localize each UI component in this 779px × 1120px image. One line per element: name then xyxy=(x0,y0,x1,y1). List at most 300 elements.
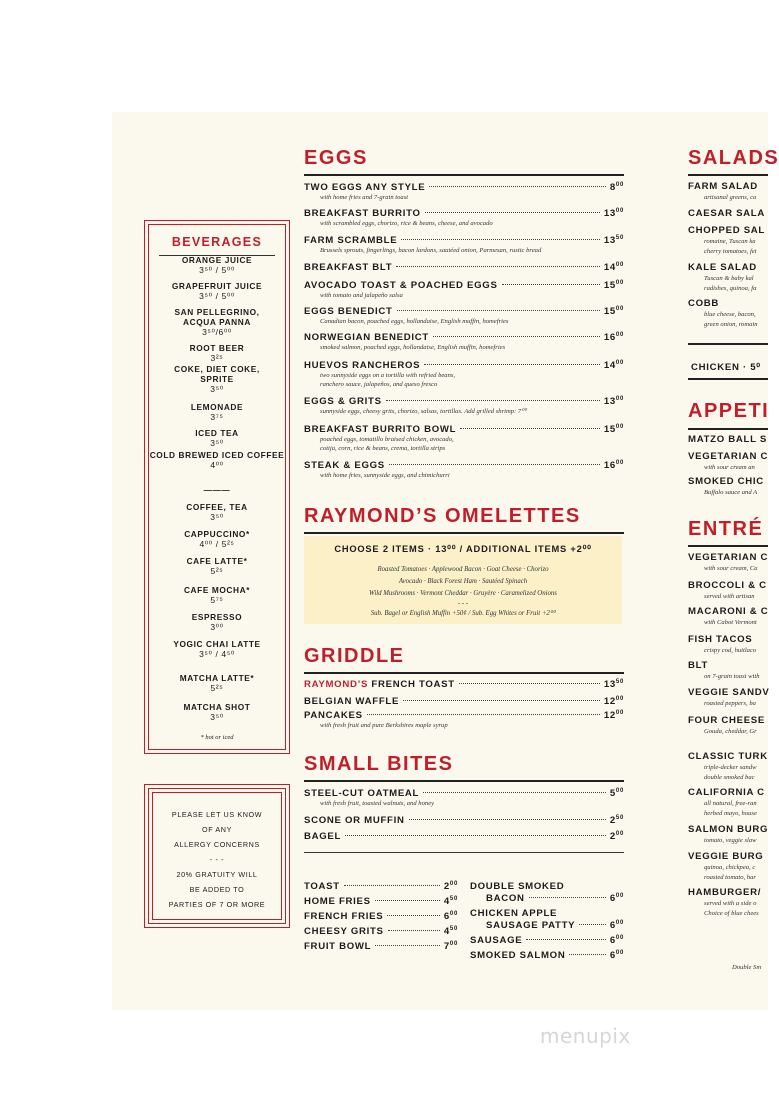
side-price xyxy=(610,893,624,904)
menu-item-title: EGGS BENEDICT xyxy=(304,306,393,318)
menu-item-title: FARM SCRAMBLE xyxy=(304,235,398,247)
right-item-name: CHOPPED SAL xyxy=(688,225,765,236)
menu-item-row xyxy=(304,280,624,291)
menu-item-title: NORWEGIAN BENEDICT xyxy=(304,332,429,344)
side-name: CHEESY GRITS xyxy=(304,926,384,938)
beverage-item xyxy=(145,612,289,632)
menu-item xyxy=(304,332,624,352)
menu-item-description: Brussels sprouts, fingerlings, bacon lardons, sautéed onion, Parmesan, rustic bread xyxy=(320,247,542,255)
side-price xyxy=(444,926,458,937)
menu-item xyxy=(304,815,624,826)
leader-dots xyxy=(389,464,600,465)
price-cents: 50 xyxy=(615,235,624,241)
menu-item-name xyxy=(304,679,455,690)
right-item-name: COBB xyxy=(688,298,720,309)
price-dollars: 12 xyxy=(603,710,616,722)
price-dollars: 2 xyxy=(609,831,616,843)
menu-item-description: poached eggs, tomatillo braised chicken, avocado, xyxy=(320,436,454,444)
leader-dots xyxy=(529,897,606,898)
leader-dots xyxy=(375,945,440,946)
price-dollars: 2 xyxy=(443,881,450,893)
price-dollars: 6 xyxy=(609,920,616,932)
price-dollars: 13 xyxy=(603,679,616,691)
right-item-description: radishes, quinoa, fa xyxy=(704,285,757,292)
menu-item-description: with home fries and 7-grain toast xyxy=(320,194,409,202)
right-item-name: FISH TACOS xyxy=(688,634,753,645)
menu-item xyxy=(304,182,624,202)
price-cents: 50 xyxy=(615,679,624,685)
leader-dots xyxy=(459,683,600,684)
right-item-description: roasted tomato, har xyxy=(704,874,756,881)
beverage-price: 4⁰⁰ / 5²⁵ xyxy=(199,539,235,549)
price-cents: 00 xyxy=(615,182,624,188)
menu-item xyxy=(304,360,624,389)
beverage-name: YOGIC CHAI LATTE xyxy=(173,639,261,649)
right-item-description: Tuscan & baby kal xyxy=(704,275,754,282)
menu-item-name xyxy=(304,306,393,317)
leader-dots xyxy=(526,939,606,940)
price-cents: 00 xyxy=(615,424,624,430)
price-cents: 00 xyxy=(615,360,624,366)
leader-dots xyxy=(375,900,440,901)
beverage-price: 3⁵⁰/6⁰⁰ xyxy=(202,327,232,337)
right-item-name: KALE SALAD xyxy=(688,262,757,273)
menu-item-title: STEAK & EGGS xyxy=(304,460,385,472)
beverage-name: CAFE MOCHA* xyxy=(183,585,251,595)
price-cents: 00 xyxy=(615,280,624,286)
price-dollars: 15 xyxy=(603,280,616,292)
right-item-description: on 7-grain toast with xyxy=(704,673,760,680)
right-item-description: Buffalo sauce and A xyxy=(704,489,758,496)
right-item-description: all natural, free-ran xyxy=(704,800,757,807)
beverage-name: GRAPEFRUIT JUICE xyxy=(171,281,263,291)
right-item-description: roasted peppers, ba xyxy=(704,700,756,707)
right-item-description: served with artisan xyxy=(704,593,755,600)
side-price xyxy=(444,911,458,922)
beverage-item xyxy=(145,556,289,576)
menu-item-description: with home fries, sunnyside eggs, and chimichurri xyxy=(320,472,450,480)
price-dollars: 5 xyxy=(609,788,616,800)
price-dollars: 8 xyxy=(609,182,616,194)
menu-item-description: smoked salmon, poached eggs, hollandaise, English muffin, homefries xyxy=(320,344,506,352)
leader-dots xyxy=(403,700,600,701)
menu-item-name xyxy=(304,710,363,721)
beverage-item xyxy=(145,255,289,275)
price-cents: 50 xyxy=(449,926,458,932)
right-item-name: VEGETARIAN C xyxy=(688,451,769,462)
menu-item-description: with fresh fruit and pure Berkshires maple syrup xyxy=(320,722,448,730)
beverage-name: ESPRESSO xyxy=(191,612,243,622)
beverage-item xyxy=(145,585,289,605)
griddle-title: GRIDDLE xyxy=(304,645,405,667)
price-dollars: 16 xyxy=(603,332,616,344)
leader-dots xyxy=(397,310,600,311)
menu-item-name xyxy=(304,460,385,471)
menu-item-row xyxy=(304,332,624,343)
menu-item-row xyxy=(304,262,624,273)
price-dollars: 4 xyxy=(443,926,450,938)
menu-item-name xyxy=(304,696,399,707)
side-item-name: CHICKEN APPLE xyxy=(470,908,558,919)
menu-item-price xyxy=(604,235,624,246)
right-item-description: romaine, Tuscan ka xyxy=(704,238,756,245)
right-item-description: cherry tomatoes, fet xyxy=(704,248,757,255)
leader-dots xyxy=(367,714,600,715)
leader-dots xyxy=(579,924,606,925)
beverages-title: BEVERAGES xyxy=(171,235,263,249)
entrees-title: ENTRÉ xyxy=(688,518,764,540)
price-dollars: 12 xyxy=(603,696,616,708)
menu-item-price xyxy=(604,280,624,291)
beverage-name: COLD BREWED ICED COFFEE xyxy=(149,450,285,460)
right-item-description: triple-decker sandw xyxy=(704,764,757,771)
menu-item-price xyxy=(610,182,624,193)
menu-item-row xyxy=(304,710,624,721)
beverage-item xyxy=(145,673,289,693)
menu-item-name xyxy=(304,831,341,842)
omelette-options: CHOOSE 2 ITEMS · 13⁰⁰ / ADDITIONAL ITEMS +2⁰⁰ Roasted Tomatoes · Applewood Bacon · Goat Cheese · Chorizo Avocado · Black Forest Ham · Sautéed Spinach Wild Mushrooms · Vermont Cheddar · Gruyère · Caramelized Onions - - - Sub. Bagel or English Muffin +50¢ / Sub. Egg Whites or Fruit +2⁰⁰ xyxy=(304,536,622,624)
beverage-item xyxy=(145,502,289,522)
beverage-price: 3⁵⁰ / 5⁰⁰ xyxy=(199,265,235,275)
beverage-price: 3⁵⁰ / 4⁵⁰ xyxy=(199,649,235,659)
menu-item-row xyxy=(304,182,624,193)
beverage-price: 3⁰⁰ xyxy=(210,622,224,632)
menu-item-name xyxy=(304,182,425,193)
right-item-description: with Cabot Vermont xyxy=(704,619,757,626)
right-item-name: CALIFORNIA C xyxy=(688,787,765,798)
eggs-title: EGGS xyxy=(304,147,368,169)
side-item xyxy=(470,920,624,931)
allergy-notice: PLEASE LET US KNOW OF ANY ALLERGY CONCERNS - - - 20% GRATUITY WILL BE ADDED TO PARTIES OF 7 OR MORE xyxy=(168,810,266,909)
beverage-name: CAFE LATTE* xyxy=(186,556,248,566)
price-cents: 00 xyxy=(449,941,458,947)
price-cents: 00 xyxy=(615,831,624,837)
price-dollars: 15 xyxy=(603,424,616,436)
menu-item-description: with scrambled eggs, chorizo, rice & beans, cheese, and avocado xyxy=(320,220,493,228)
side-name: FRUIT BOWL xyxy=(304,941,372,953)
menu-item xyxy=(304,831,624,842)
beverage-price: 3⁵⁰ xyxy=(210,512,224,522)
right-item-name: CLASSIC TURK xyxy=(688,751,768,762)
leader-dots xyxy=(569,954,605,955)
menu-item-title: PANCAKES xyxy=(304,710,363,722)
menu-item-title: BREAKFAST BURRITO BOWL xyxy=(304,424,457,436)
beverage-price: 5²⁵ xyxy=(210,566,224,576)
menu-item-name-accent: RAYMOND’S xyxy=(304,679,369,691)
small-bites-title: SMALL BITES xyxy=(304,753,454,775)
leader-dots xyxy=(409,819,606,820)
beverage-item xyxy=(145,702,289,722)
right-item-description: green onion, romain xyxy=(704,321,758,328)
menu-item-name xyxy=(304,235,397,246)
beverage-name: ROOT BEER xyxy=(189,343,245,353)
price-dollars: 13 xyxy=(603,208,616,220)
right-item-name: CAESAR SALA xyxy=(688,208,765,219)
price-dollars: 14 xyxy=(603,262,616,274)
menu-item-description: Canadian bacon, poached eggs, hollandaise, English muffin, homefries xyxy=(320,318,509,326)
omelettes-title: RAYMOND’S OMELETTES xyxy=(304,505,581,527)
menu-item-row xyxy=(304,788,624,799)
right-item-description: blue cheese, bacon, xyxy=(704,311,756,318)
side-price xyxy=(444,941,458,952)
beverage-item xyxy=(145,364,289,394)
beverage-price: 5⁷⁵ xyxy=(210,595,224,605)
price-dollars: 6 xyxy=(609,935,616,947)
menu-item-name xyxy=(304,788,419,799)
menu-item-description: two sunnyside eggs on a tortilla with refried beans, xyxy=(320,372,456,380)
menu-item-price xyxy=(604,208,624,219)
menu-item-row xyxy=(304,208,624,219)
menu-item xyxy=(304,235,624,255)
side-name: FRENCH FRIES xyxy=(304,911,384,923)
beverage-item xyxy=(145,639,289,659)
leader-dots xyxy=(386,400,600,401)
menu-item-title: HUEVOS RANCHEROS xyxy=(304,360,421,372)
menu-item-price xyxy=(604,396,624,407)
beverage-name: ICED TEA xyxy=(195,428,239,438)
beverage-item xyxy=(145,485,289,495)
right-item-name: SALMON BURG xyxy=(688,824,769,835)
menu-item-name xyxy=(304,396,382,407)
leader-dots xyxy=(345,835,606,836)
footer-note: Double Sm xyxy=(732,964,762,971)
price-cents: 00 xyxy=(615,935,624,941)
price-dollars: 2 xyxy=(609,815,616,827)
price-dollars: 4 xyxy=(443,896,450,908)
side-item xyxy=(304,941,458,952)
side-price xyxy=(444,896,458,907)
right-item-name: VEGGIE BURG xyxy=(688,851,764,862)
appetizers-title: APPETI xyxy=(688,400,770,422)
side-price xyxy=(610,920,624,931)
menu-item-title: FRENCH TOAST xyxy=(368,679,455,691)
menu-item-row xyxy=(304,306,624,317)
leader-dots xyxy=(433,336,600,337)
menu-item xyxy=(304,396,624,416)
beverage-price: 3²⁵ xyxy=(210,353,224,363)
side-name: TOAST xyxy=(304,881,340,893)
right-item-description: double smoked bac xyxy=(704,774,755,781)
menu-item-name xyxy=(304,280,498,291)
price-cents: 00 xyxy=(615,208,624,214)
beverage-price: 3⁵⁰ / 5⁰⁰ xyxy=(199,291,235,301)
menu-item-price xyxy=(604,679,624,690)
price-dollars: 6 xyxy=(609,950,616,962)
salads-title: SALADS xyxy=(688,147,779,169)
menu-item xyxy=(304,306,624,326)
menu-item-row xyxy=(304,424,624,435)
beverage-item xyxy=(145,450,289,470)
leader-dots xyxy=(396,266,600,267)
leader-dots xyxy=(502,284,600,285)
menu-item-name xyxy=(304,262,392,273)
price-cents: 00 xyxy=(449,881,458,887)
beverage-price: 3⁵⁰ xyxy=(210,438,224,448)
price-dollars: 7 xyxy=(443,941,450,953)
menu-item-description: sunnyside eggs, cheesy grits, chorizo, salsas, tortillas. Add grilled shrimp: 7⁰⁰ xyxy=(320,408,527,416)
menu-item-description: cotija, corn, rice & beans, crema, tortilla strips xyxy=(320,445,446,453)
price-dollars: 15 xyxy=(603,306,616,318)
side-item xyxy=(304,896,458,907)
menu-item-name xyxy=(304,815,405,826)
right-item-description: with sour cream, Ca xyxy=(704,565,758,572)
price-cents: 50 xyxy=(449,896,458,902)
right-item-description: crispy cod, huitlaco xyxy=(704,647,757,654)
beverage-price: 3⁵⁰ xyxy=(210,712,224,722)
menu-item-price xyxy=(604,710,624,721)
menu-item-row xyxy=(304,815,624,826)
beverages-note: * hot or iced xyxy=(200,734,234,741)
menu-item-name xyxy=(304,424,456,435)
menu-item xyxy=(304,262,624,273)
omelette-price: CHOOSE 2 ITEMS · 13⁰⁰ / ADDITIONAL ITEMS +2⁰⁰ xyxy=(334,544,592,554)
beverage-item xyxy=(145,307,289,337)
menu-item-title: TWO EGGS ANY STYLE xyxy=(304,182,426,194)
right-item-description: quinoa, chickpea, c xyxy=(704,864,756,871)
menu-item-price xyxy=(604,424,624,435)
price-dollars: 6 xyxy=(609,893,616,905)
beverage-name: CAPPUCCINO* xyxy=(184,529,250,539)
leader-dots xyxy=(388,930,440,931)
side-item-name: DOUBLE SMOKED xyxy=(470,881,565,892)
right-item-name: BROCCOLI & C xyxy=(688,580,767,591)
menu-item-row xyxy=(304,679,624,690)
menu-item-description: ranchero sauce, jalapeños, and queso fresco xyxy=(320,381,438,389)
leader-dots xyxy=(429,186,606,187)
side-name: SMOKED SALMON xyxy=(470,950,566,962)
menu-item-price xyxy=(604,262,624,273)
beverage-item xyxy=(145,428,289,448)
menu-item-price xyxy=(610,831,624,842)
price-cents: 00 xyxy=(615,460,624,466)
beverage-name: MATCHA LATTE* xyxy=(179,673,255,683)
beverage-name: ——— xyxy=(203,485,231,495)
price-dollars: 13 xyxy=(603,396,616,408)
beverage-price: 5²⁵ xyxy=(210,683,224,693)
right-item-name: HAMBURGER/ xyxy=(688,887,762,898)
right-item-description: served with a side o xyxy=(704,900,757,907)
side-item xyxy=(470,935,624,946)
right-item-description: tomato, veggie slaw xyxy=(704,837,757,844)
side-item xyxy=(304,926,458,937)
allergy-box xyxy=(144,784,290,928)
menu-item-price xyxy=(604,460,624,471)
side-name: HOME FRIES xyxy=(304,896,371,908)
price-cents: 00 xyxy=(615,893,624,899)
menu-item-price xyxy=(604,696,624,707)
price-dollars: 13 xyxy=(603,235,616,247)
menu-item xyxy=(304,424,624,453)
beverage-name: MATCHA SHOT xyxy=(183,702,251,712)
price-cents: 00 xyxy=(615,332,624,338)
price-dollars: 14 xyxy=(603,360,616,372)
menu-item xyxy=(304,280,624,300)
leader-dots xyxy=(423,792,606,793)
menu-item-row xyxy=(304,696,624,707)
menu-item-title: AVOCADO TOAST & POACHED EGGS xyxy=(304,280,498,292)
beverage-item xyxy=(145,402,289,422)
beverage-item xyxy=(145,343,289,363)
right-item-name: MACARONI & C xyxy=(688,606,769,617)
beverage-item xyxy=(145,529,289,549)
side-name: SAUSAGE PATTY xyxy=(486,920,576,932)
menu-item xyxy=(304,679,624,690)
beverage-item xyxy=(145,281,289,301)
menu-item-row xyxy=(304,831,624,842)
price-cents: 00 xyxy=(615,950,624,956)
right-item-description: herbed mayo, house xyxy=(704,810,757,817)
menu-item-price xyxy=(610,788,624,799)
menu-item-row xyxy=(304,460,624,471)
side-item xyxy=(304,881,458,892)
menu-item-price xyxy=(610,815,624,826)
menu-item-description: with fresh fruit, toasted walnuts, and honey xyxy=(320,800,435,808)
price-dollars: 6 xyxy=(443,911,450,923)
menu-item-row xyxy=(304,396,624,407)
price-cents: 50 xyxy=(615,815,624,821)
right-item-description: with sour cream an xyxy=(704,464,755,471)
right-item-description: artisanal greens, ca xyxy=(704,194,757,201)
watermark: menupix xyxy=(540,1024,631,1048)
menu-item-title: EGGS & GRITS xyxy=(304,396,382,408)
price-cents: 00 xyxy=(615,396,624,402)
menu-item-row xyxy=(304,360,624,371)
menu-item-title: BREAKFAST BURRITO xyxy=(304,208,421,220)
side-name: SAUSAGE xyxy=(470,935,523,947)
menu-item xyxy=(304,696,624,707)
right-item-name: FOUR CHEESE xyxy=(688,715,765,726)
beverage-name: SAN PELLEGRINO, ACQUA PANNA xyxy=(174,307,260,327)
right-item-name: VEGETARIAN C xyxy=(688,552,769,563)
side-name: BACON xyxy=(486,893,525,905)
menu-item-title: BELGIAN WAFFLE xyxy=(304,696,400,708)
right-item-name: MATZO BALL S xyxy=(688,434,767,445)
side-price xyxy=(610,935,624,946)
menu-item-price xyxy=(604,306,624,317)
leader-dots xyxy=(401,239,600,240)
menu-item-name xyxy=(304,208,421,219)
menu-item-name xyxy=(304,332,429,343)
menu-item-price xyxy=(604,332,624,343)
beverage-price: 3⁵⁰ xyxy=(210,384,224,394)
price-cents: 00 xyxy=(615,696,624,702)
right-item-description: Choice of blue chees xyxy=(704,910,759,917)
menu-item-row xyxy=(304,235,624,246)
beverage-name: COFFEE, TEA xyxy=(186,502,248,512)
price-cents: 00 xyxy=(615,788,624,794)
price-cents: 00 xyxy=(615,920,624,926)
price-cents: 00 xyxy=(615,710,624,716)
leader-dots xyxy=(460,428,600,429)
menu-item xyxy=(304,710,624,730)
menu-item-name xyxy=(304,360,420,371)
beverages-box xyxy=(144,220,290,754)
leader-dots xyxy=(387,915,440,916)
beverage-price: 4⁰⁰ xyxy=(210,460,224,470)
beverage-name: COKE, DIET COKE, SPRITE xyxy=(174,364,260,384)
eggs-rule xyxy=(304,174,624,176)
price-cents: 00 xyxy=(615,306,624,312)
chicken-addon: CHICKEN · 5⁰ xyxy=(691,362,761,373)
side-item xyxy=(470,950,624,961)
side-item xyxy=(470,893,624,904)
price-cents: 00 xyxy=(449,911,458,917)
leader-dots xyxy=(425,212,600,213)
right-item-name: BLT xyxy=(688,660,709,671)
side-item xyxy=(304,911,458,922)
menu-item-description: with tomato and jalapeño salsa xyxy=(320,292,403,300)
price-cents: 00 xyxy=(615,262,624,268)
